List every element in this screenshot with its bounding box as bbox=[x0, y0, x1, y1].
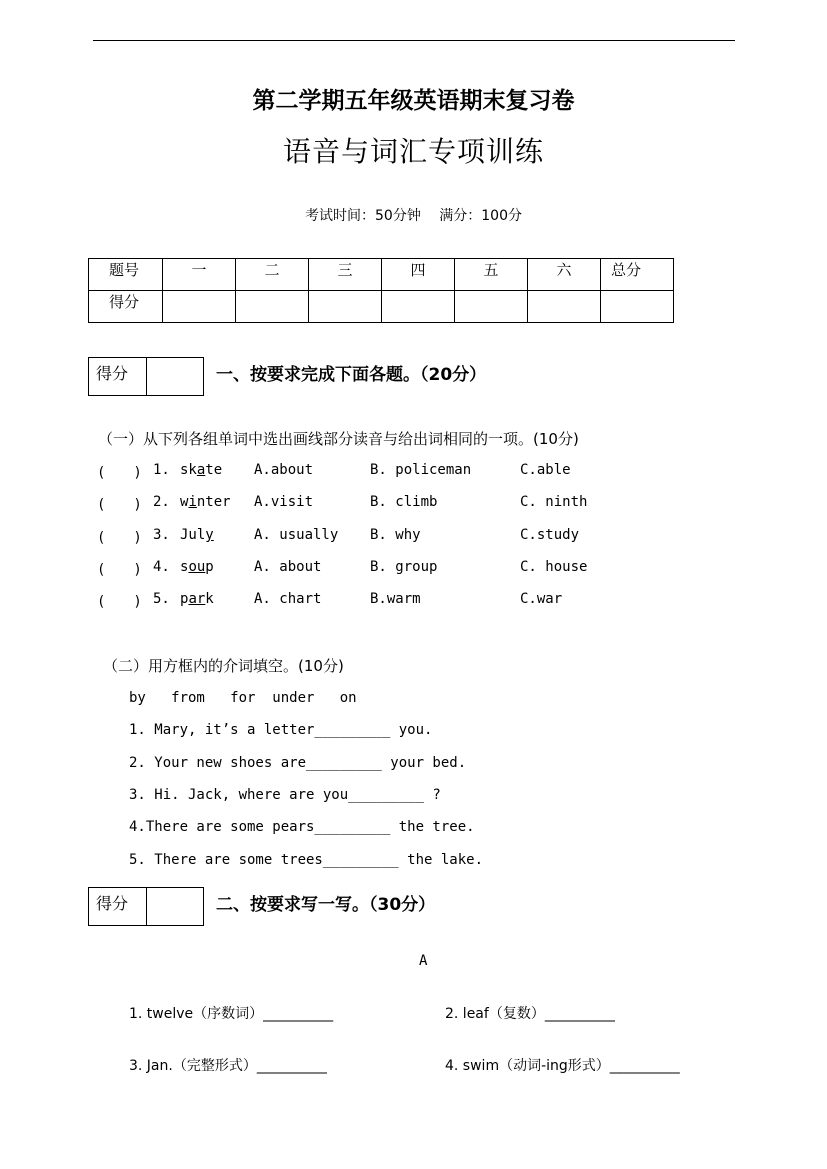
answer-paren[interactable]: ( ) bbox=[97, 465, 142, 481]
score-table-cell: 得分 bbox=[89, 291, 163, 323]
option-a: A.about bbox=[254, 462, 314, 478]
underlined-letters: i bbox=[188, 494, 197, 510]
fill-sentence-3: 3. Hi. Jack, where are you_________ ? bbox=[129, 787, 441, 803]
underlined-letters: y bbox=[205, 527, 214, 543]
option-a: A. chart bbox=[254, 591, 322, 607]
question-word: winter bbox=[180, 494, 231, 510]
page-subtitle: 语音与词汇专项训练 bbox=[282, 135, 544, 168]
score-table bbox=[88, 258, 674, 323]
write-item-3: 3. Jan.（完整形式）__________ bbox=[129, 1058, 327, 1074]
score-input-cell[interactable] bbox=[309, 291, 382, 323]
option-c: C. house bbox=[520, 559, 588, 575]
underlined-letters: a bbox=[196, 462, 206, 478]
word-bank: by from for under on bbox=[129, 690, 357, 706]
question-word: park bbox=[180, 591, 214, 607]
score-input-cell[interactable] bbox=[163, 291, 236, 323]
option-b: B. policeman bbox=[370, 462, 472, 478]
question-word: skate bbox=[180, 462, 223, 478]
option-c: C. ninth bbox=[520, 494, 588, 510]
question-number: 2. bbox=[153, 494, 170, 510]
option-a: A. usually bbox=[254, 527, 339, 543]
write-item-1: 1. twelve（序数词）__________ bbox=[129, 1006, 334, 1022]
question-word: July bbox=[180, 527, 214, 543]
option-a: A. about bbox=[254, 559, 322, 575]
fill-sentence-4: 4.There are some pears_________ the tree. bbox=[129, 819, 475, 835]
page-title: 第二学期五年级英语期末复习卷 bbox=[252, 87, 575, 114]
score-table-cell: 题号 bbox=[89, 259, 163, 291]
score-label: 得分 bbox=[89, 888, 147, 925]
underlined-letters: ar bbox=[188, 591, 206, 607]
score-input-cell[interactable] bbox=[382, 291, 455, 323]
score-table-cell: 四 bbox=[382, 259, 455, 291]
section1-score-box bbox=[88, 357, 204, 396]
question-number: 5. bbox=[153, 591, 170, 607]
option-b: B. climb bbox=[370, 494, 438, 510]
option-b: B. why bbox=[370, 527, 421, 543]
section1-title: 一、按要求完成下面各题。（20分） bbox=[216, 365, 487, 385]
score-table-header-row bbox=[89, 259, 674, 291]
header-rule bbox=[93, 40, 735, 41]
score-input-cell[interactable] bbox=[236, 291, 309, 323]
write-item-4: 4. swim（动词-ing形式）__________ bbox=[445, 1058, 680, 1074]
part-a-label: A bbox=[419, 953, 428, 969]
fill-sentence-1: 1. Mary, it’s a letter_________ you. bbox=[129, 722, 433, 738]
score-table-cell: 五 bbox=[455, 259, 528, 291]
option-c: C.war bbox=[520, 591, 563, 607]
fill-sentence-5: 5. There are some trees_________ the lake. bbox=[129, 852, 484, 868]
write-item-2: 2. leaf（复数）__________ bbox=[445, 1006, 615, 1022]
question-word: soup bbox=[180, 559, 214, 575]
score-table-cell: 一 bbox=[163, 259, 236, 291]
question-number: 4. bbox=[153, 559, 170, 575]
score-table-cell: 总分 bbox=[601, 259, 674, 291]
score-table-cell: 六 bbox=[528, 259, 601, 291]
answer-paren[interactable]: ( ) bbox=[97, 562, 142, 578]
option-c: C.study bbox=[520, 527, 580, 543]
option-b: B.warm bbox=[370, 591, 421, 607]
score-input-cell[interactable] bbox=[528, 291, 601, 323]
underlined-letters: ou bbox=[188, 559, 206, 575]
section2-score-box bbox=[88, 887, 204, 926]
option-a: A.visit bbox=[254, 494, 314, 510]
section2-title: 二、按要求写一写。（30分） bbox=[216, 895, 436, 915]
option-c: C.able bbox=[520, 462, 571, 478]
question-number: 3. bbox=[153, 527, 170, 543]
option-b: B. group bbox=[370, 559, 438, 575]
fill-sentence-2: 2. Your new shoes are_________ your bed. bbox=[129, 755, 467, 771]
question-number: 1. bbox=[153, 462, 170, 478]
score-table-score-row bbox=[89, 291, 674, 323]
score-table-cell: 三 bbox=[309, 259, 382, 291]
answer-paren[interactable]: ( ) bbox=[97, 530, 142, 546]
score-table-cell: 二 bbox=[236, 259, 309, 291]
part2-heading: （二）用方框内的介词填空。(10分) bbox=[103, 657, 344, 675]
exam-info: 考试时间：50分钟 满分：100分 bbox=[305, 208, 522, 224]
part1-heading: （一）从下列各组单词中选出画线部分读音与给出词相同的一项。(10分) bbox=[98, 430, 579, 448]
score-input-cell[interactable] bbox=[601, 291, 674, 323]
score-input-cell[interactable] bbox=[455, 291, 528, 323]
answer-paren[interactable]: ( ) bbox=[97, 497, 142, 513]
score-label: 得分 bbox=[89, 358, 147, 395]
answer-paren[interactable]: ( ) bbox=[97, 594, 142, 610]
